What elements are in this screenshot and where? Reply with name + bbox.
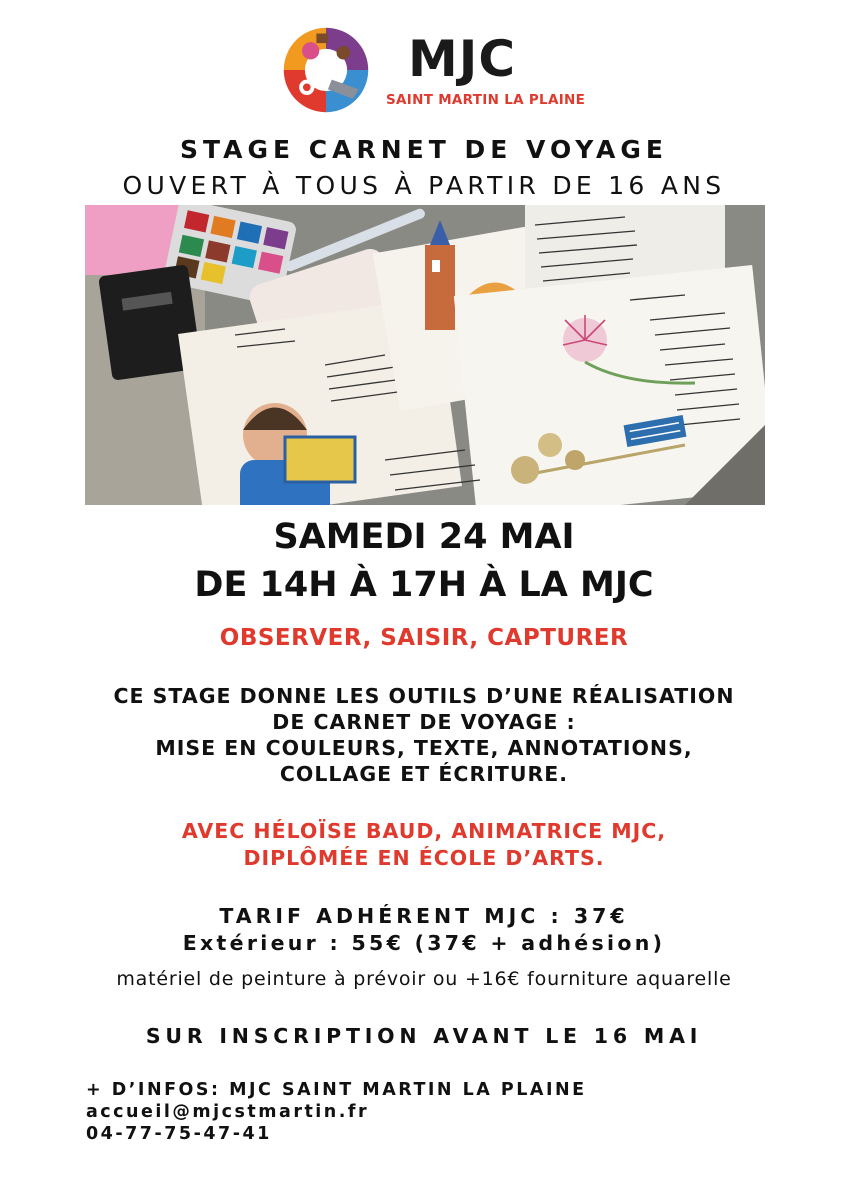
page-subtitle: OUVERT À TOUS À PARTIR DE 16 ANS xyxy=(122,171,726,200)
description-line: DE CARNET DE VOYAGE : xyxy=(272,710,576,734)
material-note: matériel de peinture à prévoir ou +16€ fourniture aquarelle xyxy=(116,968,732,990)
description-line: MISE EN COULEURS, TEXTE, ANNOTATIONS, xyxy=(155,736,693,760)
event-time: DE 14H À 17H À LA MJC xyxy=(194,565,654,605)
contact-info: + D’INFOS: MJC SAINT MARTIN LA PLAINE xyxy=(86,1080,587,1100)
logo xyxy=(278,20,586,120)
description-line: COLLAGE ET ÉCRITURE. xyxy=(279,762,569,786)
mjc-logo-mark-icon xyxy=(278,22,374,118)
registration-deadline: SUR INSCRIPTION AVANT LE 16 MAI xyxy=(145,1024,703,1048)
contact-block xyxy=(86,1079,587,1145)
animator-line: AVEC HÉLOÏSE BAUD, ANIMATRICE MJC, xyxy=(181,819,667,843)
logo-subtitle: SAINT MARTIN LA PLAINE xyxy=(386,92,586,108)
logo-name: MJC xyxy=(408,30,517,88)
sketchbook-photo-illustration xyxy=(85,205,765,505)
description-line: CE STAGE DONNE LES OUTILS D’UNE RÉALISATION xyxy=(113,684,735,708)
sketchbook-photo xyxy=(85,205,765,505)
external-price: Extérieur : 55€ (37€ + adhésion) xyxy=(182,931,666,955)
contact-phone[interactable]: 04-77-75-47-41 xyxy=(86,1124,272,1144)
page-title: STAGE CARNET DE VOYAGE xyxy=(180,135,668,164)
description xyxy=(0,683,848,787)
animator-info xyxy=(0,818,848,872)
event-date: SAMEDI 24 MAI xyxy=(273,517,575,557)
member-price: TARIF ADHÉRENT MJC : 37€ xyxy=(219,904,629,928)
contact-email[interactable]: accueil@mjcstmartin.fr xyxy=(86,1102,370,1122)
event-motto: OBSERVER, SAISIR, CAPTURER xyxy=(219,625,629,651)
animator-line: DIPLÔMÉE EN ÉCOLE D’ARTS. xyxy=(243,846,605,870)
